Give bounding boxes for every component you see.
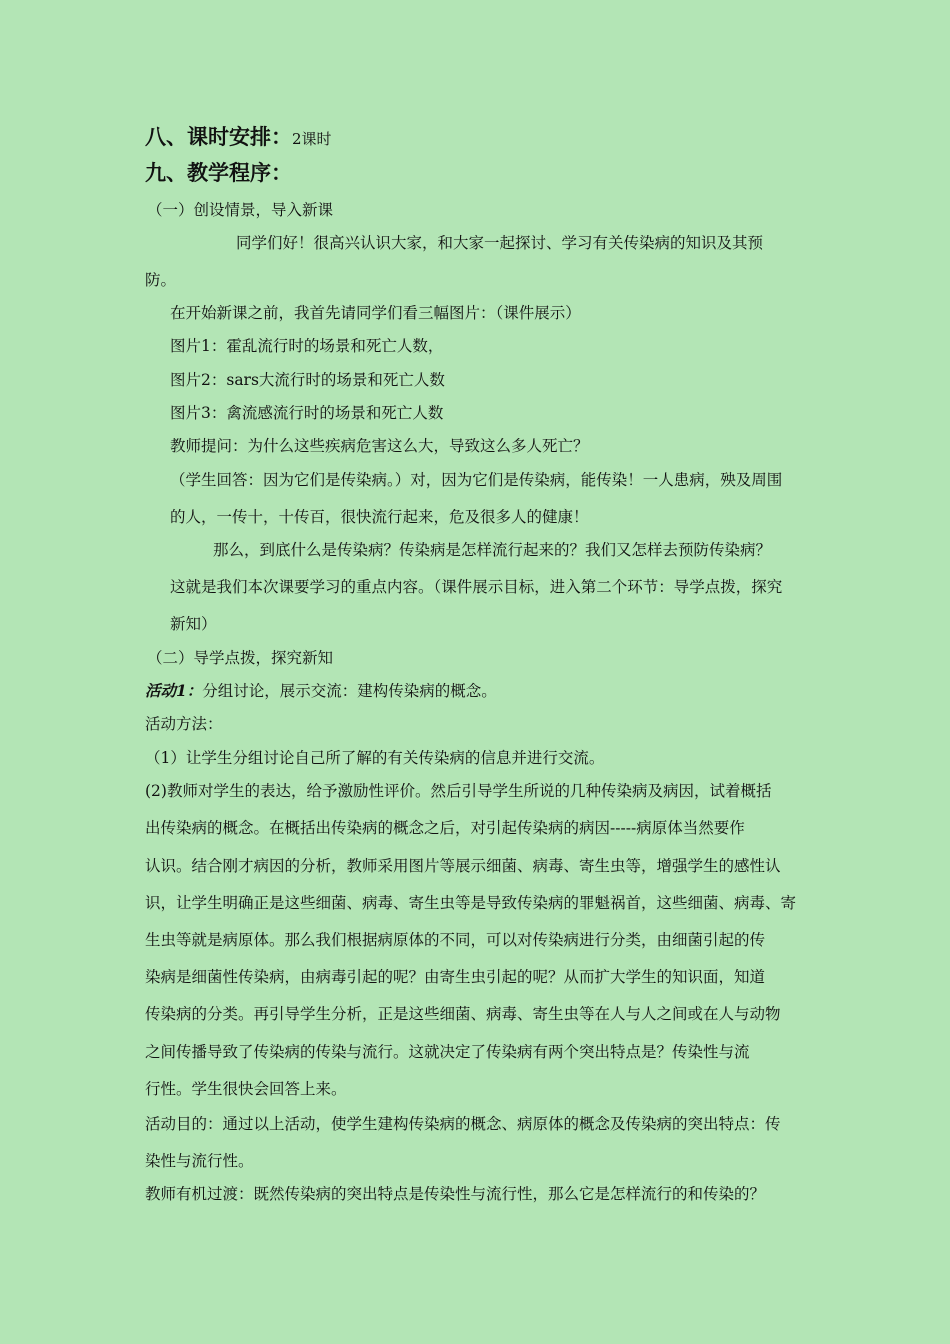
transition-line-1: 那么，到底什么是传染病？传染病是怎样流行起来的？我们又怎样去预防传染病？ xyxy=(213,541,772,559)
activity-label: 活动1： xyxy=(145,681,203,700)
method-item-2-line: 识，让学生明确正是这些细菌、病毒、寄生虫等是导致传染病的罪魁祸首，这些细菌、病毒、寄 xyxy=(145,894,797,912)
method-item-2-line: 认识。结合刚才病因的分析，教师采用图片等展示细菌、病毒、寄生虫等，增强学生的感性认 xyxy=(145,857,781,875)
picture-item-1: 图片1：霍乱流行时的场景和死亡人数， xyxy=(170,337,444,355)
activity-text: 分组讨论，展示交流：建构传染病的概念。 xyxy=(202,682,497,700)
section-title-2: （二）导学点拨，探究新知 xyxy=(147,649,334,667)
teacher-transition: 教师有机过渡：既然传染病的突出特点是传染性与流行性，那么它是怎样流行的和传染的？ xyxy=(145,1185,766,1203)
method-item-1: （1）让学生分组讨论自己所了解的有关传染病的信息并进行交流。 xyxy=(145,749,605,767)
transition-line-3: 新知） xyxy=(170,615,217,633)
student-answer-line-1: （学生回答：因为它们是传染病。）对，因为它们是传染病，能传染！一人患病，殃及周围 xyxy=(170,471,783,489)
activity-1 xyxy=(145,681,497,701)
method-item-2-line: 行性。学生很快会回答上来。 xyxy=(145,1080,347,1098)
heading-label: 八、课时安排： xyxy=(145,125,292,149)
heading-lesson-schedule xyxy=(145,124,332,152)
picture-item-2: 图片2：sars大流行时的场景和死亡人数 xyxy=(170,371,445,389)
transition-line-2: 这就是我们本次课要学习的重点内容。（课件展示目标，进入第二个环节：导学点拨，探究 xyxy=(170,578,783,596)
section-title-1: （一）创设情景，导入新课 xyxy=(147,201,334,219)
method-item-2-line: 之间传播导致了传染病的传染与流行。这就决定了传染病有两个突出特点是？传染性与流 xyxy=(145,1043,750,1061)
goal-line: 染性与流行性。 xyxy=(145,1152,254,1170)
teacher-question: 教师提问：为什么这些疾病危害这么大，导致这么多人死亡？ xyxy=(170,437,589,455)
student-answer-line-2: 的人，一传十，十传百，很快流行起来，危及很多人的健康！ xyxy=(170,508,589,526)
paragraph-greeting-line-2: 防。 xyxy=(145,271,177,289)
picture-item-3: 图片3：禽流感流行时的场景和死亡人数 xyxy=(170,404,444,422)
method-item-2-line: (2)教师对学生的表达，给予激励性评价。然后引导学生所说的几种传染病及病因，试着概括 xyxy=(145,782,772,800)
method-item-2-line: 生虫等就是病原体。那么我们根据病原体的不同，可以对传染病进行分类，由细菌引起的传 xyxy=(145,931,766,949)
method-item-2-line: 传染病的分类。再引导学生分析，正是这些细菌、病毒、寄生虫等在人与人之间或在人与动物 xyxy=(145,1005,781,1023)
method-item-2-line: 出传染病的概念。在概括出传染病的概念之后，对引起传染病的病因-----病原体当然要作 xyxy=(145,819,745,837)
method-item-2-line: 染病是细菌性传染病，由病毒引起的呢？由寄生虫引起的呢？从而扩大学生的知识面，知道 xyxy=(145,968,766,986)
goal-line: 活动目的：通过以上活动，使学生建构传染病的概念、病原体的概念及传染病的突出特点：传 xyxy=(145,1115,781,1133)
heading-teaching-procedure: 九、教学程序： xyxy=(145,161,292,185)
paragraph-greeting-line-1: 同学们好！很高兴认识大家，和大家一起探讨、学习有关传染病的知识及其预 xyxy=(236,234,764,252)
intro-line: 在开始新课之前，我首先请同学们看三幅图片：（课件展示） xyxy=(170,304,581,322)
heading-value: 2课时 xyxy=(292,130,332,148)
method-label: 活动方法： xyxy=(145,715,223,733)
